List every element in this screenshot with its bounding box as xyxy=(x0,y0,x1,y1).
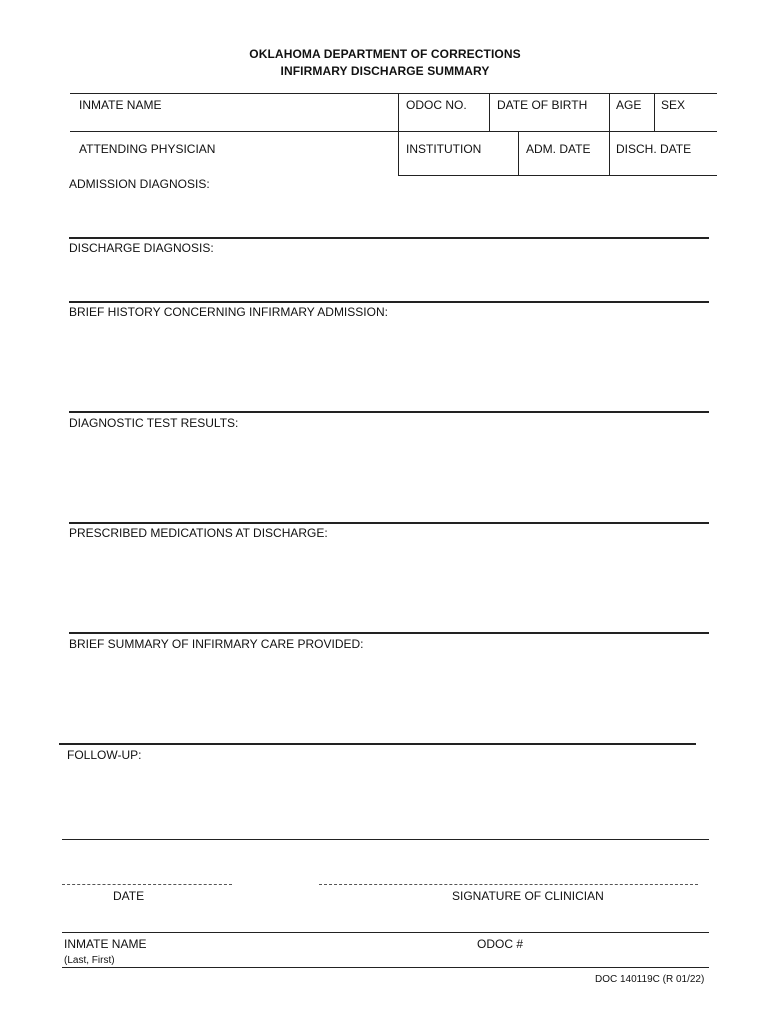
follow-up-label: FOLLOW-UP: xyxy=(67,748,142,762)
clinician-signature-line[interactable] xyxy=(319,884,698,885)
section-divider xyxy=(62,839,709,840)
sex-field-label[interactable]: SEX xyxy=(661,98,686,112)
attending-physician-field-label[interactable]: ATTENDING PHYSICIAN xyxy=(79,142,216,156)
section-divider xyxy=(69,301,709,303)
age-field-label[interactable]: AGE xyxy=(616,98,642,112)
table-bottom-border xyxy=(398,175,717,176)
section-divider xyxy=(69,632,709,634)
prescribed-medications-label: PRESCRIBED MEDICATIONS AT DISCHARGE: xyxy=(69,526,328,540)
footer-odoc-number-label[interactable]: ODOC # xyxy=(477,937,524,951)
footer-bottom-rule xyxy=(62,967,709,968)
care-summary-field[interactable] xyxy=(69,654,694,742)
discharge-diagnosis-label: DISCHARGE DIAGNOSIS: xyxy=(69,241,214,255)
form-title: INFIRMARY DISCHARGE SUMMARY xyxy=(280,64,490,78)
discharge-diagnosis-field[interactable] xyxy=(69,258,709,300)
institution-field-label[interactable]: INSTITUTION xyxy=(406,142,482,156)
clinician-signature-label: SIGNATURE OF CLINICIAN xyxy=(452,889,604,903)
care-summary-label: BRIEF SUMMARY OF INFIRMARY CARE PROVIDED: xyxy=(69,637,364,651)
inmate-name-hint: (Last, First) xyxy=(64,955,115,966)
section-divider xyxy=(69,522,709,524)
form-agency-title: OKLAHOMA DEPARTMENT OF CORRECTIONS xyxy=(249,47,521,61)
section-divider xyxy=(59,743,696,745)
table-col-divider xyxy=(489,93,490,131)
table-col-divider xyxy=(398,93,399,175)
section-divider xyxy=(69,237,709,239)
prescribed-medications-field[interactable] xyxy=(69,543,709,631)
adm-date-field-label[interactable]: ADM. DATE xyxy=(526,142,591,156)
table-col-divider xyxy=(609,93,610,175)
odoc-no-field-label[interactable]: ODOC NO. xyxy=(406,98,467,112)
follow-up-field[interactable] xyxy=(62,765,708,837)
disch-date-field-label[interactable]: DISCH. DATE xyxy=(616,142,692,156)
diagnostic-test-results-label: DIAGNOSTIC TEST RESULTS: xyxy=(69,416,239,430)
footer-top-rule xyxy=(62,932,709,933)
footer-inmate-name-label[interactable]: INMATE NAME xyxy=(64,937,147,951)
date-of-birth-field-label[interactable]: DATE OF BIRTH xyxy=(497,98,588,112)
brief-history-field[interactable] xyxy=(69,322,709,410)
section-divider xyxy=(69,411,709,413)
table-row-divider xyxy=(70,131,717,132)
inmate-name-field-label[interactable]: INMATE NAME xyxy=(79,98,162,112)
brief-history-label: BRIEF HISTORY CONCERNING INFIRMARY ADMISSION: xyxy=(69,305,388,319)
table-col-divider xyxy=(518,131,519,175)
diagnostic-test-results-field[interactable] xyxy=(69,433,709,521)
admission-diagnosis-field[interactable] xyxy=(69,194,709,236)
date-signature-line[interactable] xyxy=(62,884,232,885)
form-number: DOC 140119C (R 01/22) xyxy=(595,974,705,985)
table-top-border xyxy=(70,93,717,94)
admission-diagnosis-label: ADMISSION DIAGNOSIS: xyxy=(69,177,210,191)
table-col-divider xyxy=(654,93,655,131)
date-label: DATE xyxy=(113,889,145,903)
